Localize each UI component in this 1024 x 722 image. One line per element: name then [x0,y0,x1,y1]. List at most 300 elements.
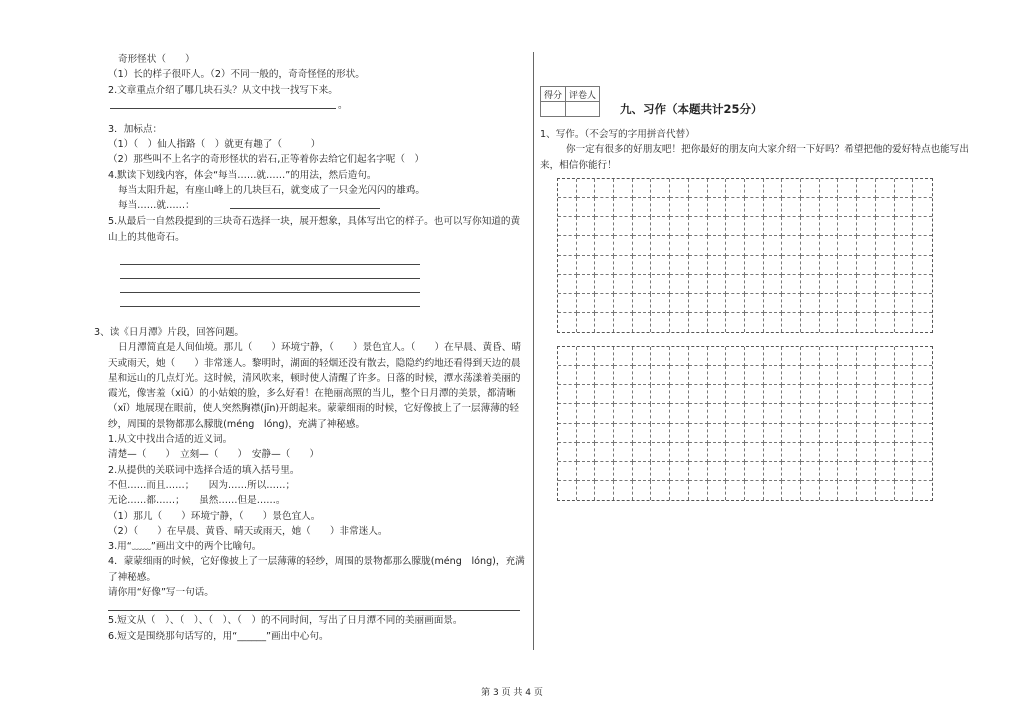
grid-cell[interactable] [764,385,783,404]
grid-cell[interactable] [764,256,783,275]
grid-cell[interactable] [839,404,858,423]
grid-cell[interactable] [708,443,727,462]
grid-cell[interactable] [577,256,596,275]
grid-cell[interactable] [913,256,932,275]
grid-cell[interactable] [689,347,708,366]
grid-cell[interactable] [820,366,839,385]
grid-cell[interactable] [614,217,633,236]
grid-cell[interactable] [801,424,820,443]
grid-cell[interactable] [577,217,596,236]
grid-cell[interactable] [764,404,783,423]
grid-cell[interactable] [895,424,914,443]
grid-cell[interactable] [577,424,596,443]
grid-cell[interactable] [745,404,764,423]
grid-cell[interactable] [820,443,839,462]
grid-cell[interactable] [764,313,783,332]
grid-cell[interactable] [764,275,783,294]
grid-cell[interactable] [764,217,783,236]
grid-cell[interactable] [764,424,783,443]
grid-cell[interactable] [577,385,596,404]
grid-cell[interactable] [689,256,708,275]
grid-cell[interactable] [745,217,764,236]
grid-cell[interactable] [633,198,652,217]
grid-cell[interactable] [839,424,858,443]
grid-cell[interactable] [614,198,633,217]
grid-cell[interactable] [708,462,727,481]
grid-cell[interactable] [726,424,745,443]
grid-cell[interactable] [577,313,596,332]
grid-cell[interactable] [558,198,577,217]
grid-cell[interactable] [839,236,858,255]
grid-cell[interactable] [895,481,914,500]
grid-cell[interactable] [689,313,708,332]
grid-cell[interactable] [726,275,745,294]
grid-cell[interactable] [913,347,932,366]
grid-cell[interactable] [577,179,596,198]
grid-cell[interactable] [857,275,876,294]
grid-cell[interactable] [689,481,708,500]
grid-cell[interactable] [614,179,633,198]
grid-cell[interactable] [708,198,727,217]
grid-cell[interactable] [820,481,839,500]
grid-cell[interactable] [745,481,764,500]
grid-cell[interactable] [764,236,783,255]
grid-cell[interactable] [801,198,820,217]
grid-cell[interactable] [895,179,914,198]
grid-cell[interactable] [745,198,764,217]
grid-cell[interactable] [895,256,914,275]
grid-cell[interactable] [633,481,652,500]
grid-cell[interactable] [857,347,876,366]
grid-cell[interactable] [633,443,652,462]
grid-cell[interactable] [670,443,689,462]
grid-cell[interactable] [633,275,652,294]
grid-cell[interactable] [913,294,932,313]
grid-cell[interactable] [913,443,932,462]
grid-cell[interactable] [801,179,820,198]
grid-cell[interactable] [895,275,914,294]
grid-cell[interactable] [652,198,671,217]
grid-cell[interactable] [652,404,671,423]
grid-cell[interactable] [614,404,633,423]
grid-cell[interactable] [670,275,689,294]
grid-cell[interactable] [614,424,633,443]
grid-cell[interactable] [745,366,764,385]
grid-cell[interactable] [876,404,895,423]
writing-grid[interactable] [557,346,933,501]
grid-cell[interactable] [726,217,745,236]
grid-cell[interactable] [895,404,914,423]
grid-cell[interactable] [876,347,895,366]
grid-cell[interactable] [913,217,932,236]
grid-cell[interactable] [913,424,932,443]
grid-cell[interactable] [577,366,596,385]
grid-cell[interactable] [558,313,577,332]
grid-cell[interactable] [558,424,577,443]
grid-cell[interactable] [745,385,764,404]
grid-cell[interactable] [595,275,614,294]
grid-cell[interactable] [558,481,577,500]
grid-cell[interactable] [726,313,745,332]
grid-cell[interactable] [876,236,895,255]
grid-cell[interactable] [895,385,914,404]
grid-cell[interactable] [782,313,801,332]
grid-cell[interactable] [670,424,689,443]
grid-cell[interactable] [782,366,801,385]
grid-cell[interactable] [670,217,689,236]
grid-cell[interactable] [652,385,671,404]
grid-cell[interactable] [764,462,783,481]
grid-cell[interactable] [708,179,727,198]
grid-cell[interactable] [670,404,689,423]
grid-cell[interactable] [633,347,652,366]
grid-cell[interactable] [857,481,876,500]
grid-cell[interactable] [652,443,671,462]
grid-cell[interactable] [782,294,801,313]
grid-cell[interactable] [839,217,858,236]
grid-cell[interactable] [839,275,858,294]
grid-cell[interactable] [595,481,614,500]
grid-cell[interactable] [876,385,895,404]
grid-cell[interactable] [839,256,858,275]
grid-cell[interactable] [913,198,932,217]
grid-cell[interactable] [558,294,577,313]
grid-cell[interactable] [595,256,614,275]
grid-cell[interactable] [745,462,764,481]
grid-cell[interactable] [782,481,801,500]
grid-cell[interactable] [689,198,708,217]
grid-cell[interactable] [595,347,614,366]
grid-cell[interactable] [839,198,858,217]
grid-cell[interactable] [782,217,801,236]
grid-cell[interactable] [689,366,708,385]
grid-cell[interactable] [857,424,876,443]
grid-cell[interactable] [876,481,895,500]
grader-cell[interactable] [566,102,600,117]
grid-cell[interactable] [633,366,652,385]
grid-cell[interactable] [745,443,764,462]
grid-cell[interactable] [577,462,596,481]
grid-cell[interactable] [708,424,727,443]
grid-cell[interactable] [614,236,633,255]
grid-cell[interactable] [895,443,914,462]
grid-cell[interactable] [726,404,745,423]
grid-cell[interactable] [614,275,633,294]
grid-cell[interactable] [670,294,689,313]
grid-cell[interactable] [857,217,876,236]
grid-cell[interactable] [782,275,801,294]
grid-cell[interactable] [558,443,577,462]
grid-cell[interactable] [782,179,801,198]
grid-cell[interactable] [876,275,895,294]
grid-cell[interactable] [652,313,671,332]
grid-cell[interactable] [764,294,783,313]
grid-cell[interactable] [633,424,652,443]
grid-cell[interactable] [670,313,689,332]
grid-cell[interactable] [820,217,839,236]
grid-cell[interactable] [895,236,914,255]
grid-cell[interactable] [577,294,596,313]
grid-cell[interactable] [857,462,876,481]
grid-cell[interactable] [839,294,858,313]
grid-cell[interactable] [577,275,596,294]
grid-cell[interactable] [652,424,671,443]
grid-cell[interactable] [726,198,745,217]
grid-cell[interactable] [782,443,801,462]
grid-cell[interactable] [614,385,633,404]
grid-cell[interactable] [558,385,577,404]
grid-cell[interactable] [782,424,801,443]
grid-cell[interactable] [689,294,708,313]
grid-cell[interactable] [857,294,876,313]
grid-cell[interactable] [764,179,783,198]
grid-cell[interactable] [801,347,820,366]
grid-cell[interactable] [782,385,801,404]
grid-cell[interactable] [689,236,708,255]
grid-cell[interactable] [820,424,839,443]
grid-cell[interactable] [708,236,727,255]
grid-cell[interactable] [652,347,671,366]
grid-cell[interactable] [726,294,745,313]
grid-cell[interactable] [913,462,932,481]
grid-cell[interactable] [801,236,820,255]
grid-cell[interactable] [801,256,820,275]
grid-cell[interactable] [689,424,708,443]
grid-cell[interactable] [820,385,839,404]
grid-cell[interactable] [839,385,858,404]
grid-cell[interactable] [895,217,914,236]
grid-cell[interactable] [913,275,932,294]
grid-cell[interactable] [895,313,914,332]
grid-cell[interactable] [708,366,727,385]
grid-cell[interactable] [614,366,633,385]
grid-cell[interactable] [801,481,820,500]
grid-cell[interactable] [614,443,633,462]
grid-cell[interactable] [595,462,614,481]
grid-cell[interactable] [857,236,876,255]
grid-cell[interactable] [652,256,671,275]
grid-cell[interactable] [670,481,689,500]
grid-cell[interactable] [801,294,820,313]
grid-cell[interactable] [801,404,820,423]
grid-cell[interactable] [670,347,689,366]
grid-cell[interactable] [913,179,932,198]
grid-cell[interactable] [857,198,876,217]
grid-cell[interactable] [558,404,577,423]
grid-cell[interactable] [876,366,895,385]
grid-cell[interactable] [652,366,671,385]
grid-cell[interactable] [876,424,895,443]
grid-cell[interactable] [726,462,745,481]
grid-cell[interactable] [689,179,708,198]
grid-cell[interactable] [857,313,876,332]
grid-cell[interactable] [764,443,783,462]
grid-cell[interactable] [595,236,614,255]
grid-cell[interactable] [839,179,858,198]
grid-cell[interactable] [708,347,727,366]
grid-cell[interactable] [577,443,596,462]
grid-cell[interactable] [595,424,614,443]
grid-cell[interactable] [839,313,858,332]
grid-cell[interactable] [745,347,764,366]
grid-cell[interactable] [633,385,652,404]
grid-cell[interactable] [652,462,671,481]
grid-cell[interactable] [614,294,633,313]
grid-cell[interactable] [801,217,820,236]
grid-cell[interactable] [708,481,727,500]
grid-cell[interactable] [558,236,577,255]
grid-cell[interactable] [820,313,839,332]
grid-cell[interactable] [820,294,839,313]
grid-cell[interactable] [801,313,820,332]
grid-cell[interactable] [820,462,839,481]
grid-cell[interactable] [839,481,858,500]
grid-cell[interactable] [708,385,727,404]
grid-cell[interactable] [764,366,783,385]
grid-cell[interactable] [652,179,671,198]
grid-cell[interactable] [595,313,614,332]
grid-cell[interactable] [633,236,652,255]
grid-cell[interactable] [726,366,745,385]
grid-cell[interactable] [745,179,764,198]
grid-cell[interactable] [801,275,820,294]
grid-cell[interactable] [595,294,614,313]
grid-cell[interactable] [633,404,652,423]
grid-cell[interactable] [913,385,932,404]
grid-cell[interactable] [652,236,671,255]
grid-cell[interactable] [745,256,764,275]
grid-cell[interactable] [558,347,577,366]
grid-cell[interactable] [595,443,614,462]
grid-cell[interactable] [595,217,614,236]
grid-cell[interactable] [839,443,858,462]
grid-cell[interactable] [633,217,652,236]
grid-cell[interactable] [782,256,801,275]
grid-cell[interactable] [595,404,614,423]
grid-cell[interactable] [595,385,614,404]
grid-cell[interactable] [689,385,708,404]
grid-cell[interactable] [745,294,764,313]
grid-cell[interactable] [895,198,914,217]
grid-cell[interactable] [577,481,596,500]
grid-cell[interactable] [558,217,577,236]
grid-cell[interactable] [577,198,596,217]
grid-cell[interactable] [764,198,783,217]
grid-cell[interactable] [708,294,727,313]
grid-cell[interactable] [670,462,689,481]
grid-cell[interactable] [708,313,727,332]
grid-cell[interactable] [614,481,633,500]
grid-cell[interactable] [558,275,577,294]
grid-cell[interactable] [558,366,577,385]
grid-cell[interactable] [652,275,671,294]
grid-cell[interactable] [652,217,671,236]
grid-cell[interactable] [652,294,671,313]
grid-cell[interactable] [726,443,745,462]
grid-cell[interactable] [895,347,914,366]
grid-cell[interactable] [839,347,858,366]
grid-cell[interactable] [708,256,727,275]
grid-cell[interactable] [595,198,614,217]
grid-cell[interactable] [895,294,914,313]
grid-cell[interactable] [670,236,689,255]
grid-cell[interactable] [689,404,708,423]
grid-cell[interactable] [745,313,764,332]
grid-cell[interactable] [839,366,858,385]
grid-cell[interactable] [726,236,745,255]
grid-cell[interactable] [801,443,820,462]
score-cell[interactable] [541,102,566,117]
grid-cell[interactable] [782,462,801,481]
grid-cell[interactable] [558,256,577,275]
grid-cell[interactable] [614,347,633,366]
grid-cell[interactable] [839,462,858,481]
grid-cell[interactable] [913,404,932,423]
grid-cell[interactable] [726,179,745,198]
grid-cell[interactable] [614,313,633,332]
grid-cell[interactable] [782,347,801,366]
grid-cell[interactable] [652,481,671,500]
grid-cell[interactable] [857,179,876,198]
grid-cell[interactable] [801,462,820,481]
grid-cell[interactable] [689,462,708,481]
grid-cell[interactable] [876,198,895,217]
grid-cell[interactable] [876,294,895,313]
grid-cell[interactable] [708,275,727,294]
grid-cell[interactable] [726,347,745,366]
grid-cell[interactable] [745,424,764,443]
grid-cell[interactable] [577,347,596,366]
grid-cell[interactable] [670,198,689,217]
grid-cell[interactable] [820,275,839,294]
grid-cell[interactable] [558,462,577,481]
grid-cell[interactable] [745,236,764,255]
grid-cell[interactable] [820,256,839,275]
grid-cell[interactable] [670,256,689,275]
grid-cell[interactable] [726,385,745,404]
grid-cell[interactable] [820,236,839,255]
grid-cell[interactable] [857,256,876,275]
grid-cell[interactable] [633,462,652,481]
grid-cell[interactable] [913,313,932,332]
grid-cell[interactable] [876,443,895,462]
grid-cell[interactable] [708,217,727,236]
grid-cell[interactable] [913,481,932,500]
grid-cell[interactable] [801,385,820,404]
grid-cell[interactable] [801,366,820,385]
grid-cell[interactable] [820,404,839,423]
grid-cell[interactable] [614,462,633,481]
grid-cell[interactable] [782,198,801,217]
grid-cell[interactable] [876,256,895,275]
grid-cell[interactable] [708,404,727,423]
grid-cell[interactable] [895,462,914,481]
grid-cell[interactable] [577,236,596,255]
grid-cell[interactable] [820,347,839,366]
grid-cell[interactable] [764,347,783,366]
grid-cell[interactable] [633,256,652,275]
grid-cell[interactable] [726,481,745,500]
grid-cell[interactable] [820,198,839,217]
grid-cell[interactable] [913,236,932,255]
grid-cell[interactable] [857,385,876,404]
writing-grid[interactable] [557,178,933,333]
grid-cell[interactable] [689,275,708,294]
grid-cell[interactable] [595,179,614,198]
grid-cell[interactable] [670,385,689,404]
grid-cell[interactable] [633,313,652,332]
grid-cell[interactable] [558,179,577,198]
